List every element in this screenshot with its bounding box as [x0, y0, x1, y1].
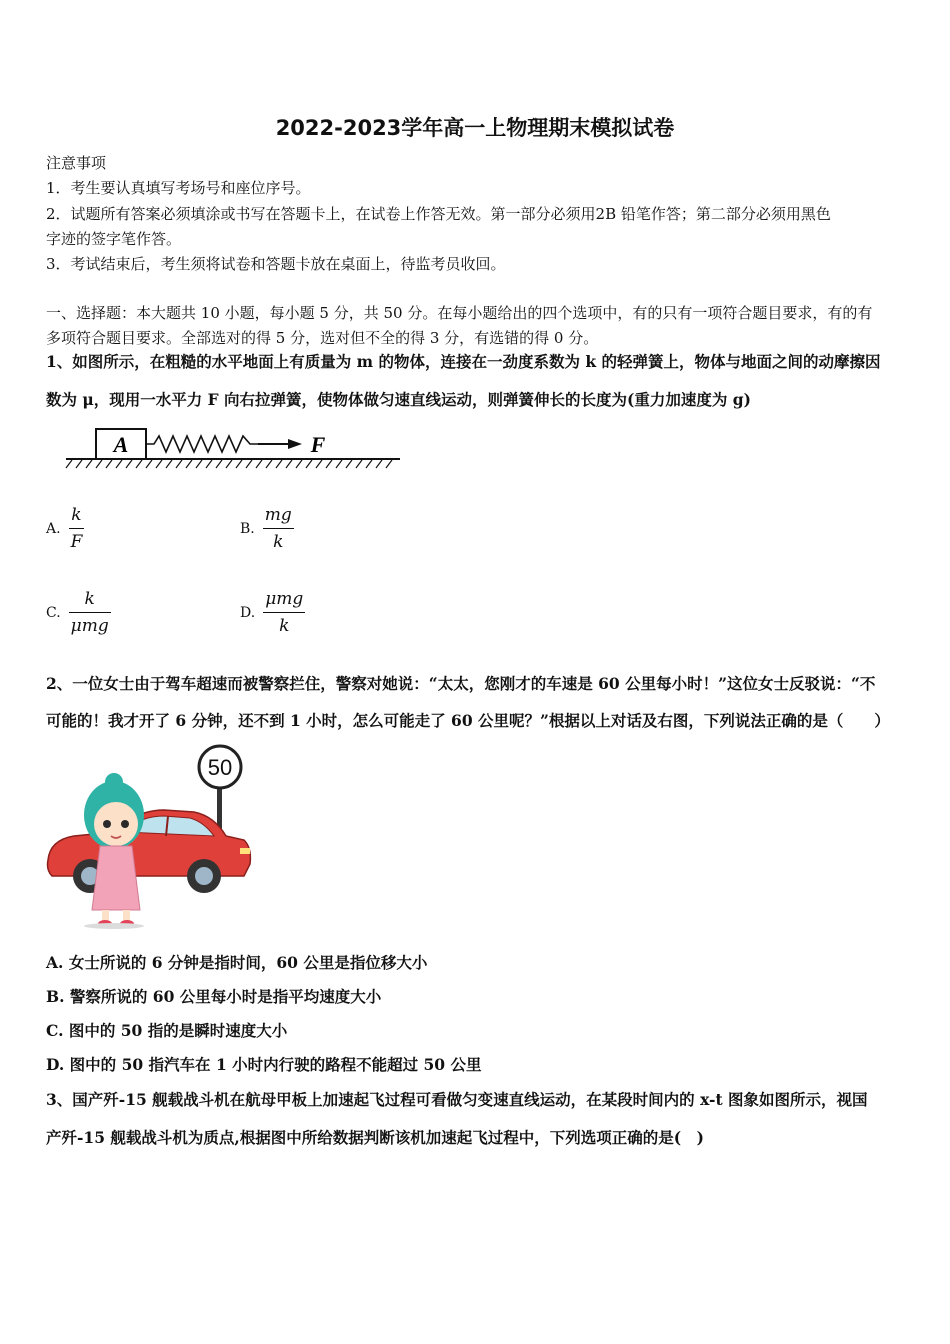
- spring-block-figure: [62, 424, 404, 472]
- page-title: 2022-2023学年高一上物理期末模拟试卷: [275, 116, 675, 140]
- q2-option-d[interactable]: D. 图中的 50 指汽车在 1 小时内行驶的路程不能超过 50 公里: [46, 1055, 482, 1074]
- option-letter: B.: [240, 520, 255, 537]
- option-letter: D.: [240, 604, 256, 621]
- q2-option-c[interactable]: C. 图中的 50 指的是瞬时速度大小: [46, 1021, 288, 1040]
- q2-stem-2: 可能的！我才开了 6 分钟，还不到 1 小时，怎么可能走了 60 公里呢？”根据以上对话及右图，下列说法正确的是（ ）: [46, 711, 890, 730]
- q2-stem-1: 2、一位女士由于驾车超速而被警察拦住，警察对她说：“太太，您刚才的车速是 60 公里每小时！”这位女士反驳说：“不: [46, 674, 876, 693]
- q2-option-a[interactable]: A. 女士所说的 6 分钟是指时间，60 公里是指位移大小: [46, 953, 428, 972]
- option-letter: C.: [46, 604, 61, 621]
- q1-option-c[interactable]: [46, 588, 111, 637]
- section-intro-1: 一、选择题：本大题共 10 小题，每小题 5 分，共 50 分。在每小题给出的四个选项中，有的只有一项符合题目要求，有的有: [46, 304, 873, 322]
- fraction: $\frac{mg}{k}$: [264, 505, 292, 552]
- notice-heading: 注意事项: [46, 154, 107, 172]
- q3-stem-2: 产歼-15 舰载战斗机为质点,根据图中所给数据判断该机加速起飞过程中，下列选项正确的是( ): [46, 1128, 704, 1147]
- speed-limit-value: 50: [207, 755, 233, 780]
- fraction: $\frac{k}{\text{μmg}}$: [70, 589, 109, 636]
- q2-option-b[interactable]: B. 警察所说的 60 公里每小时是指平均速度大小: [46, 987, 382, 1006]
- q1-stem-2: 数为 μ，现用一水平力 F 向右拉弹簧，使物体做匀速直线运动，则弹簧伸长的长度为(重力加速度为 g): [46, 390, 751, 409]
- q1-stem-1: 1、如图所示，在粗糙的水平地面上有质量为 m 的物体，连接在一劲度系数为 k 的轻弹簧上，物体与地面之间的动摩擦因: [46, 352, 881, 371]
- car-headlight: [240, 848, 250, 854]
- notice-item-1: 1．考生要认真填写考场号和座位序号。: [46, 179, 311, 197]
- notice-item-2-cont: 字迹的签字笔作答。: [46, 230, 182, 248]
- notice-item-3: 3．考试结束后，考生须将试卷和答题卡放在桌面上，待监考员收回。: [46, 255, 506, 273]
- q1-option-b[interactable]: [240, 504, 294, 553]
- girl-face: [94, 802, 138, 846]
- fraction: $\frac{\text{μmg}}{k}$: [265, 589, 304, 636]
- notice-item-2: 2．试题所有答案必须填涂或书写在答题卡上，在试卷上作答无效。第一部分必须用2B 铅笔作答；第二部分必须用黑色: [46, 205, 831, 223]
- girl-dress: [92, 846, 140, 910]
- fraction: $\frac{k}{F}$: [70, 505, 83, 552]
- option-letter: A.: [46, 520, 61, 537]
- q1-option-d[interactable]: [240, 588, 305, 637]
- force-label: F: [310, 432, 326, 457]
- spring: [146, 436, 258, 452]
- block-label: A: [113, 432, 129, 457]
- q1-option-a[interactable]: [46, 504, 84, 553]
- car-girl-illustration: [44, 740, 254, 930]
- q3-stem-1: 3、国产歼-15 舰载战斗机在航母甲板上加速起飞过程可看做匀变速直线运动，在某段时间内的 x-t 图象如图所示，视国: [46, 1090, 868, 1109]
- section-intro-2: 多项符合题目要求。全部选对的得 5 分，选对但不全的得 3 分，有选错的得 0 分。: [46, 329, 599, 347]
